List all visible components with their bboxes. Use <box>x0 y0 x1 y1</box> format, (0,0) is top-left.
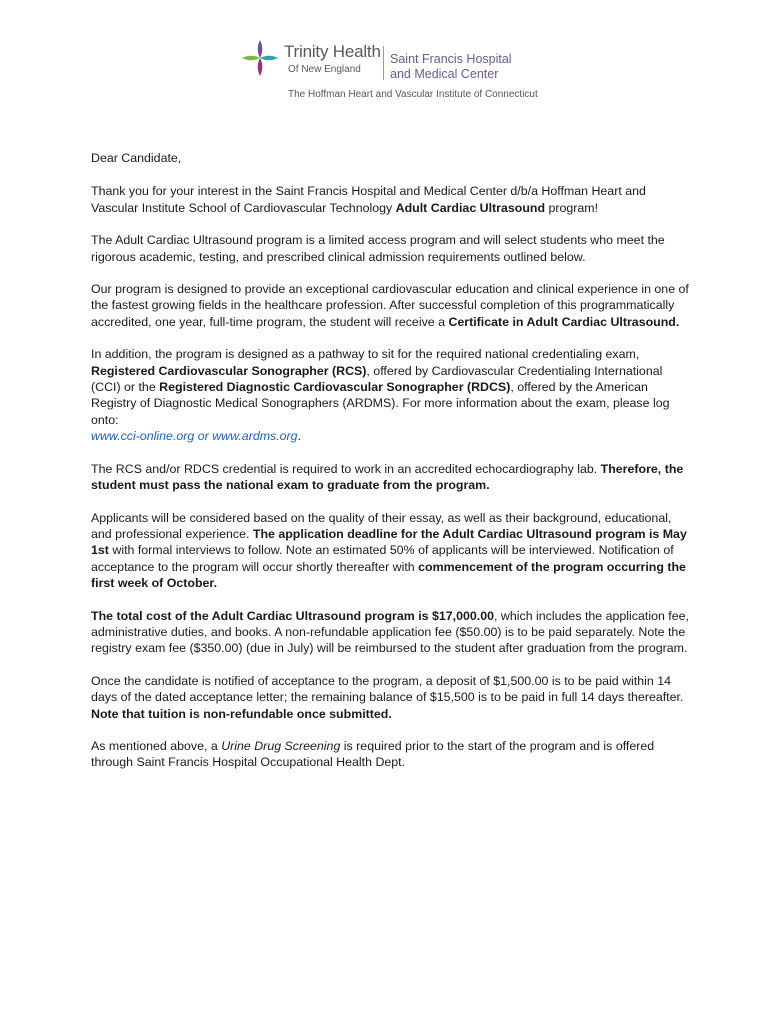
brand-divider <box>383 46 384 80</box>
text-run: In addition, the program is designed as a pathway to sit for the required national credentialing exam, <box>91 347 640 362</box>
paragraph-credentialing <box>91 346 691 444</box>
text-run: The RCS and/or RDCS credential is required to work in an accredited echocardiography lab. <box>91 461 601 476</box>
total-cost-bold: The total cost of the Adult Cardiac Ultrasound program is $17,000.00 <box>91 608 495 623</box>
org-region: Of New England <box>288 64 361 75</box>
rdcs-bold: Registered Diagnostic Cardiovascular Sonographer (RDCS) <box>159 380 511 395</box>
text-run: program! <box>545 200 599 215</box>
text-run: Applicants will be considered based on the quality of their essay, as well as their background, educational, and professional experience. <box>91 510 672 541</box>
rcs-bold: Registered Cardiovascular Sonographer (RCS) <box>91 363 367 378</box>
paragraph-credential-required <box>91 461 691 494</box>
org-name: Trinity Health <box>284 42 381 61</box>
drug-screening-italic: Urine Drug Screening <box>221 738 341 753</box>
must-pass-bold: Therefore, the student must pass the national exam to graduate from the program. <box>91 461 684 493</box>
paragraph-deposit <box>91 673 691 722</box>
institute-name: The Hoffman Heart and Vascular Institute of Connecticut <box>288 89 538 100</box>
paragraph-program-design <box>91 281 691 330</box>
paragraph-limited-access: The Adult Cardiac Ultrasound program is a limited access program and will select students who meet the rigorous academic, testing, and prescribed clinical admission requirements outlined below. <box>91 233 665 264</box>
certificate-bold: Certificate in Adult Cardiac Ultrasound. <box>448 314 680 329</box>
text-run: with formal interviews to follow. Note an estimated 50% of applicants will be interviewed. Notification of acceptance to the program will occur shortly thereafter with <box>91 543 674 574</box>
paragraph-cost <box>91 608 691 657</box>
paragraph-intro <box>91 183 691 216</box>
text-run: As mentioned above, a <box>91 738 222 753</box>
letterhead <box>236 34 556 106</box>
text-run: Our program is designed to provide an exceptional cardiovascular education and clinical experience in one of the fastest growing fields in the healthcare profession. After successful completion of this programmatically accredited, one year, full-time program, the student will receive a <box>91 282 689 329</box>
text-run: Thank you for your interest in the Saint Francis Hospital and Medical Center d/b/a Hoffman Heart and Vascular Institute School of Cardiovascular Technology <box>91 184 646 215</box>
hospital-name-line2: and Medical Center <box>390 67 499 81</box>
text-run: Once the candidate is notified of acceptance to the program, a deposit of $1,500.00 is to be paid within 14 days of the dated acceptance letter; the remaining balance of $15,500 is to be paid in full 14 days thereafter. <box>91 673 684 705</box>
paragraph-application <box>91 510 691 592</box>
trinity-health-cross-logo-icon <box>240 38 280 78</box>
hospital-name-line1: Saint Francis Hospital <box>390 52 512 66</box>
non-refundable-bold: Note that tuition is non-refundable once submitted. <box>91 706 392 721</box>
text-run: , which includes the application fee, administrative duties, and books. A non-refundable application fee ($50.00) is to be paid separately. Note the registry exam fee ($350.00) (due in July) will be reimbursed to the student after graduation from the program. <box>91 608 689 656</box>
commencement-bold: commencement of the program occurring the first week of October. <box>91 559 686 591</box>
paragraph-drug-screening <box>91 738 691 771</box>
salutation: Dear Candidate, <box>91 151 182 165</box>
text-run: , offered by the American Registry of Diagnostic Medical Sonographers (ARDMS). For more information about the exam, please log onto: <box>91 380 670 427</box>
text-run: , offered by Cardiovascular Credentialing International (CCI) or the <box>91 363 663 395</box>
deadline-bold: The application deadline for the Adult Cardiac Ultrasound program is May 1st <box>91 526 687 558</box>
program-name-bold: Adult Cardiac Ultrasound <box>395 200 546 215</box>
text-run: is required prior to the start of the program and is offered through Saint Francis Hospital Occupational Health Dept. <box>91 738 655 770</box>
text-run: . <box>297 429 302 444</box>
exam-websites-link[interactable]: www.cci-online.org or www.ardms.org <box>91 429 298 444</box>
letter-body <box>91 150 691 787</box>
